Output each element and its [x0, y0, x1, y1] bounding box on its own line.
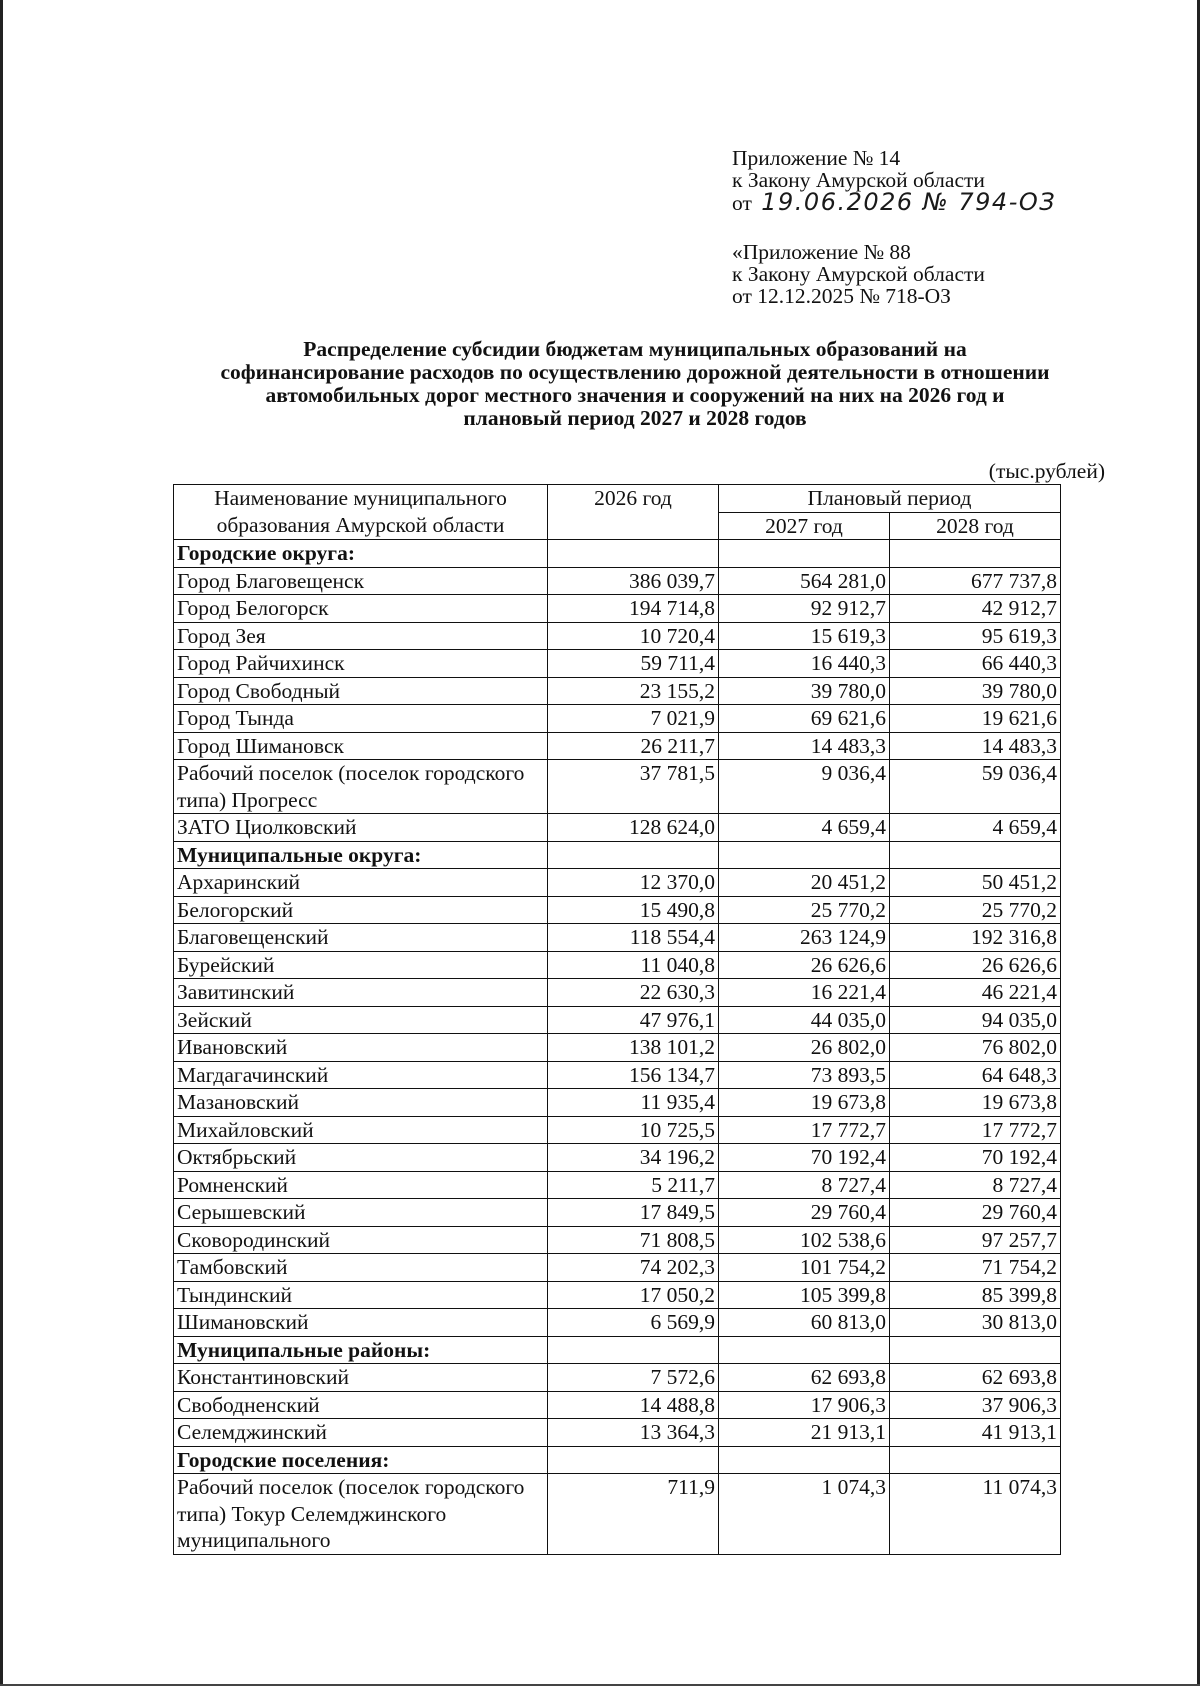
table-row	[174, 540, 1061, 568]
header-2027: 2027 год	[719, 512, 890, 540]
title-line-1: Распределение субсидии бюджетам муниципальных образований на	[303, 337, 967, 361]
value-2026: 74 202,3	[548, 1254, 719, 1282]
row-name: Рабочий поселок (поселок городского типа) Прогресс	[174, 760, 548, 814]
value-2026: 7 021,9	[548, 705, 719, 733]
header-name: Наименование муниципального образования Амурской области	[174, 485, 548, 540]
table-row	[174, 1309, 1061, 1337]
value-2026	[548, 1446, 719, 1474]
row-name: Бурейский	[174, 951, 548, 979]
row-name: Серышевский	[174, 1199, 548, 1227]
value-2027: 60 813,0	[719, 1309, 890, 1337]
value-2027: 16 440,3	[719, 650, 890, 678]
value-2028: 4 659,4	[890, 814, 1061, 842]
value-2028: 8 727,4	[890, 1171, 1061, 1199]
table-row	[174, 732, 1061, 760]
row-name: Городские поселения:	[174, 1446, 548, 1474]
value-2028: 76 802,0	[890, 1034, 1061, 1062]
row-name: Городские округа:	[174, 540, 548, 568]
value-2027: 17 906,3	[719, 1391, 890, 1419]
title-line-4: плановый период 2027 и 2028 годов	[463, 406, 807, 430]
header-2028: 2028 год	[890, 512, 1061, 540]
value-2027	[719, 1336, 890, 1364]
value-2026: 14 488,8	[548, 1391, 719, 1419]
table-row	[174, 1364, 1061, 1392]
value-2026: 138 101,2	[548, 1034, 719, 1062]
value-2028: 42 912,7	[890, 595, 1061, 623]
row-name: Зейский	[174, 1006, 548, 1034]
value-2026	[548, 540, 719, 568]
value-2027: 20 451,2	[719, 869, 890, 897]
table-row	[174, 814, 1061, 842]
value-2027: 102 538,6	[719, 1226, 890, 1254]
table-row	[174, 1446, 1061, 1474]
value-2028: 64 648,3	[890, 1061, 1061, 1089]
annex-line-2: к Закону Амурской области	[732, 168, 985, 192]
value-2026: 59 711,4	[548, 650, 719, 678]
prev-annex-line-3: от 12.12.2025 № 718-ОЗ	[732, 284, 951, 308]
header-planned-period: Плановый период	[719, 485, 1061, 513]
value-2026: 47 976,1	[548, 1006, 719, 1034]
value-2026: 23 155,2	[548, 677, 719, 705]
table-row	[174, 1144, 1061, 1172]
value-2026: 7 572,6	[548, 1364, 719, 1392]
units-label: (тыс.рублей)	[988, 459, 1105, 483]
row-name: Тамбовский	[174, 1254, 548, 1282]
value-2026: 10 720,4	[548, 622, 719, 650]
prev-annex-line-2: к Закону Амурской области	[732, 262, 985, 286]
value-2028: 37 906,3	[890, 1391, 1061, 1419]
row-name: Город Белогорск	[174, 595, 548, 623]
row-name: Тындинский	[174, 1281, 548, 1309]
value-2027: 8 727,4	[719, 1171, 890, 1199]
value-2028: 70 192,4	[890, 1144, 1061, 1172]
row-name: Город Благовещенск	[174, 567, 548, 595]
value-2027: 1 074,3	[719, 1474, 890, 1555]
value-2026: 17 849,5	[548, 1199, 719, 1227]
value-2028: 17 772,7	[890, 1116, 1061, 1144]
value-2026: 71 808,5	[548, 1226, 719, 1254]
row-name: Муниципальные округа:	[174, 841, 548, 869]
table-row	[174, 1254, 1061, 1282]
value-2026: 12 370,0	[548, 869, 719, 897]
value-2027: 19 673,8	[719, 1089, 890, 1117]
annex-line-1: Приложение № 14	[732, 146, 901, 170]
value-2028: 30 813,0	[890, 1309, 1061, 1337]
value-2026: 6 569,9	[548, 1309, 719, 1337]
prev-annex-line-1: «Приложение № 88	[732, 240, 911, 264]
value-2028: 14 483,3	[890, 732, 1061, 760]
previous-annex-reference	[732, 241, 985, 307]
value-2027: 101 754,2	[719, 1254, 890, 1282]
row-name: Селемджинский	[174, 1419, 548, 1447]
value-2028: 94 035,0	[890, 1006, 1061, 1034]
value-2027: 564 281,0	[719, 567, 890, 595]
row-name: Город Шимановск	[174, 732, 548, 760]
table-row	[174, 622, 1061, 650]
value-2026: 711,9	[548, 1474, 719, 1555]
value-2027: 26 626,6	[719, 951, 890, 979]
table-row	[174, 650, 1061, 678]
value-2028: 95 619,3	[890, 622, 1061, 650]
value-2028: 29 760,4	[890, 1199, 1061, 1227]
value-2028	[890, 1336, 1061, 1364]
value-2027: 4 659,4	[719, 814, 890, 842]
row-name: Рабочий поселок (поселок городского типа) Токур Селемджинского муниципального	[174, 1474, 548, 1555]
row-name: Город Райчихинск	[174, 650, 548, 678]
row-name: Город Зея	[174, 622, 548, 650]
table-row	[174, 1419, 1061, 1447]
table-row	[174, 896, 1061, 924]
value-2028: 11 074,3	[890, 1474, 1061, 1555]
value-2026: 37 781,5	[548, 760, 719, 814]
table-row	[174, 979, 1061, 1007]
value-2026: 118 554,4	[548, 924, 719, 952]
value-2026: 15 490,8	[548, 896, 719, 924]
table-row	[174, 677, 1061, 705]
row-name: Благовещенский	[174, 924, 548, 952]
row-name: Ромненский	[174, 1171, 548, 1199]
title-line-2: софинансирование расходов по осуществлению дорожной деятельности в отношении	[220, 360, 1050, 384]
row-name: Октябрьский	[174, 1144, 548, 1172]
page-edge-left	[0, 0, 3, 1686]
value-2027: 16 221,4	[719, 979, 890, 1007]
row-name: Шимановский	[174, 1309, 548, 1337]
table-row	[174, 841, 1061, 869]
value-2028	[890, 1446, 1061, 1474]
row-name: ЗАТО Циолковский	[174, 814, 548, 842]
table-row	[174, 1061, 1061, 1089]
table-body	[174, 540, 1061, 1555]
annex-reference	[732, 147, 1056, 214]
value-2028	[890, 841, 1061, 869]
value-2026: 128 624,0	[548, 814, 719, 842]
table-row	[174, 1116, 1061, 1144]
value-2026	[548, 1336, 719, 1364]
value-2028: 62 693,8	[890, 1364, 1061, 1392]
value-2027: 39 780,0	[719, 677, 890, 705]
row-name: Михайловский	[174, 1116, 548, 1144]
value-2028: 97 257,7	[890, 1226, 1061, 1254]
value-2028: 19 673,8	[890, 1089, 1061, 1117]
row-name: Сковородинский	[174, 1226, 548, 1254]
value-2027: 263 124,9	[719, 924, 890, 952]
value-2027: 44 035,0	[719, 1006, 890, 1034]
value-2027: 15 619,3	[719, 622, 890, 650]
table-row	[174, 1034, 1061, 1062]
table-row	[174, 1089, 1061, 1117]
value-2028: 66 440,3	[890, 650, 1061, 678]
row-name: Ивановский	[174, 1034, 548, 1062]
value-2027	[719, 1446, 890, 1474]
table-row	[174, 1171, 1061, 1199]
table-row	[174, 1474, 1061, 1555]
value-2027: 26 802,0	[719, 1034, 890, 1062]
table-row	[174, 1006, 1061, 1034]
value-2027: 9 036,4	[719, 760, 890, 814]
value-2026: 13 364,3	[548, 1419, 719, 1447]
row-name: Константиновский	[174, 1364, 548, 1392]
value-2028: 677 737,8	[890, 567, 1061, 595]
row-name: Мазановский	[174, 1089, 548, 1117]
value-2027: 29 760,4	[719, 1199, 890, 1227]
table-row	[174, 1391, 1061, 1419]
table-row	[174, 869, 1061, 897]
table-row	[174, 924, 1061, 952]
value-2028: 19 621,6	[890, 705, 1061, 733]
table-row	[174, 595, 1061, 623]
row-name: Архаринский	[174, 869, 548, 897]
table-row	[174, 1281, 1061, 1309]
value-2028: 59 036,4	[890, 760, 1061, 814]
value-2027: 21 913,1	[719, 1419, 890, 1447]
value-2027: 70 192,4	[719, 1144, 890, 1172]
value-2027: 69 621,6	[719, 705, 890, 733]
value-2027	[719, 841, 890, 869]
value-2027	[719, 540, 890, 568]
value-2028: 192 316,8	[890, 924, 1061, 952]
value-2026: 386 039,7	[548, 567, 719, 595]
value-2026: 26 211,7	[548, 732, 719, 760]
table-row	[174, 705, 1061, 733]
row-name: Белогорский	[174, 896, 548, 924]
value-2026: 34 196,2	[548, 1144, 719, 1172]
value-2027: 73 893,5	[719, 1061, 890, 1089]
value-2026: 22 630,3	[548, 979, 719, 1007]
subsidy-table	[173, 484, 1061, 1555]
table-row	[174, 567, 1061, 595]
value-2028: 46 221,4	[890, 979, 1061, 1007]
row-name: Свободненский	[174, 1391, 548, 1419]
title-line-3: автомобильных дорог местного значения и сооружений на них на 2026 год и	[265, 383, 1005, 407]
handwritten-date-number: 19.06.2026 № 794-ОЗ	[761, 188, 1057, 216]
value-2028: 85 399,8	[890, 1281, 1061, 1309]
value-2028: 26 626,6	[890, 951, 1061, 979]
value-2026: 156 134,7	[548, 1061, 719, 1089]
table-row	[174, 760, 1061, 814]
value-2027: 105 399,8	[719, 1281, 890, 1309]
table-row	[174, 1336, 1061, 1364]
value-2026	[548, 841, 719, 869]
value-2026: 10 725,5	[548, 1116, 719, 1144]
row-name: Город Тында	[174, 705, 548, 733]
table-row	[174, 1226, 1061, 1254]
annex-date-prefix: от	[732, 191, 752, 215]
value-2028	[890, 540, 1061, 568]
value-2027: 14 483,3	[719, 732, 890, 760]
value-2027: 17 772,7	[719, 1116, 890, 1144]
row-name: Магдагачинский	[174, 1061, 548, 1089]
annex-line-3	[732, 188, 1057, 216]
value-2026: 17 050,2	[548, 1281, 719, 1309]
value-2026: 11 040,8	[548, 951, 719, 979]
row-name: Завитинский	[174, 979, 548, 1007]
value-2028: 39 780,0	[890, 677, 1061, 705]
row-name: Муниципальные районы:	[174, 1336, 548, 1364]
document-title	[150, 338, 1120, 430]
row-name: Город Свободный	[174, 677, 548, 705]
value-2026: 11 935,4	[548, 1089, 719, 1117]
value-2026: 5 211,7	[548, 1171, 719, 1199]
table-row	[174, 951, 1061, 979]
value-2028: 41 913,1	[890, 1419, 1061, 1447]
table-row	[174, 1199, 1061, 1227]
value-2027: 92 912,7	[719, 595, 890, 623]
value-2028: 71 754,2	[890, 1254, 1061, 1282]
header-2026: 2026 год	[548, 485, 719, 540]
value-2027: 25 770,2	[719, 896, 890, 924]
value-2026: 194 714,8	[548, 595, 719, 623]
value-2027: 62 693,8	[719, 1364, 890, 1392]
value-2028: 50 451,2	[890, 869, 1061, 897]
value-2028: 25 770,2	[890, 896, 1061, 924]
